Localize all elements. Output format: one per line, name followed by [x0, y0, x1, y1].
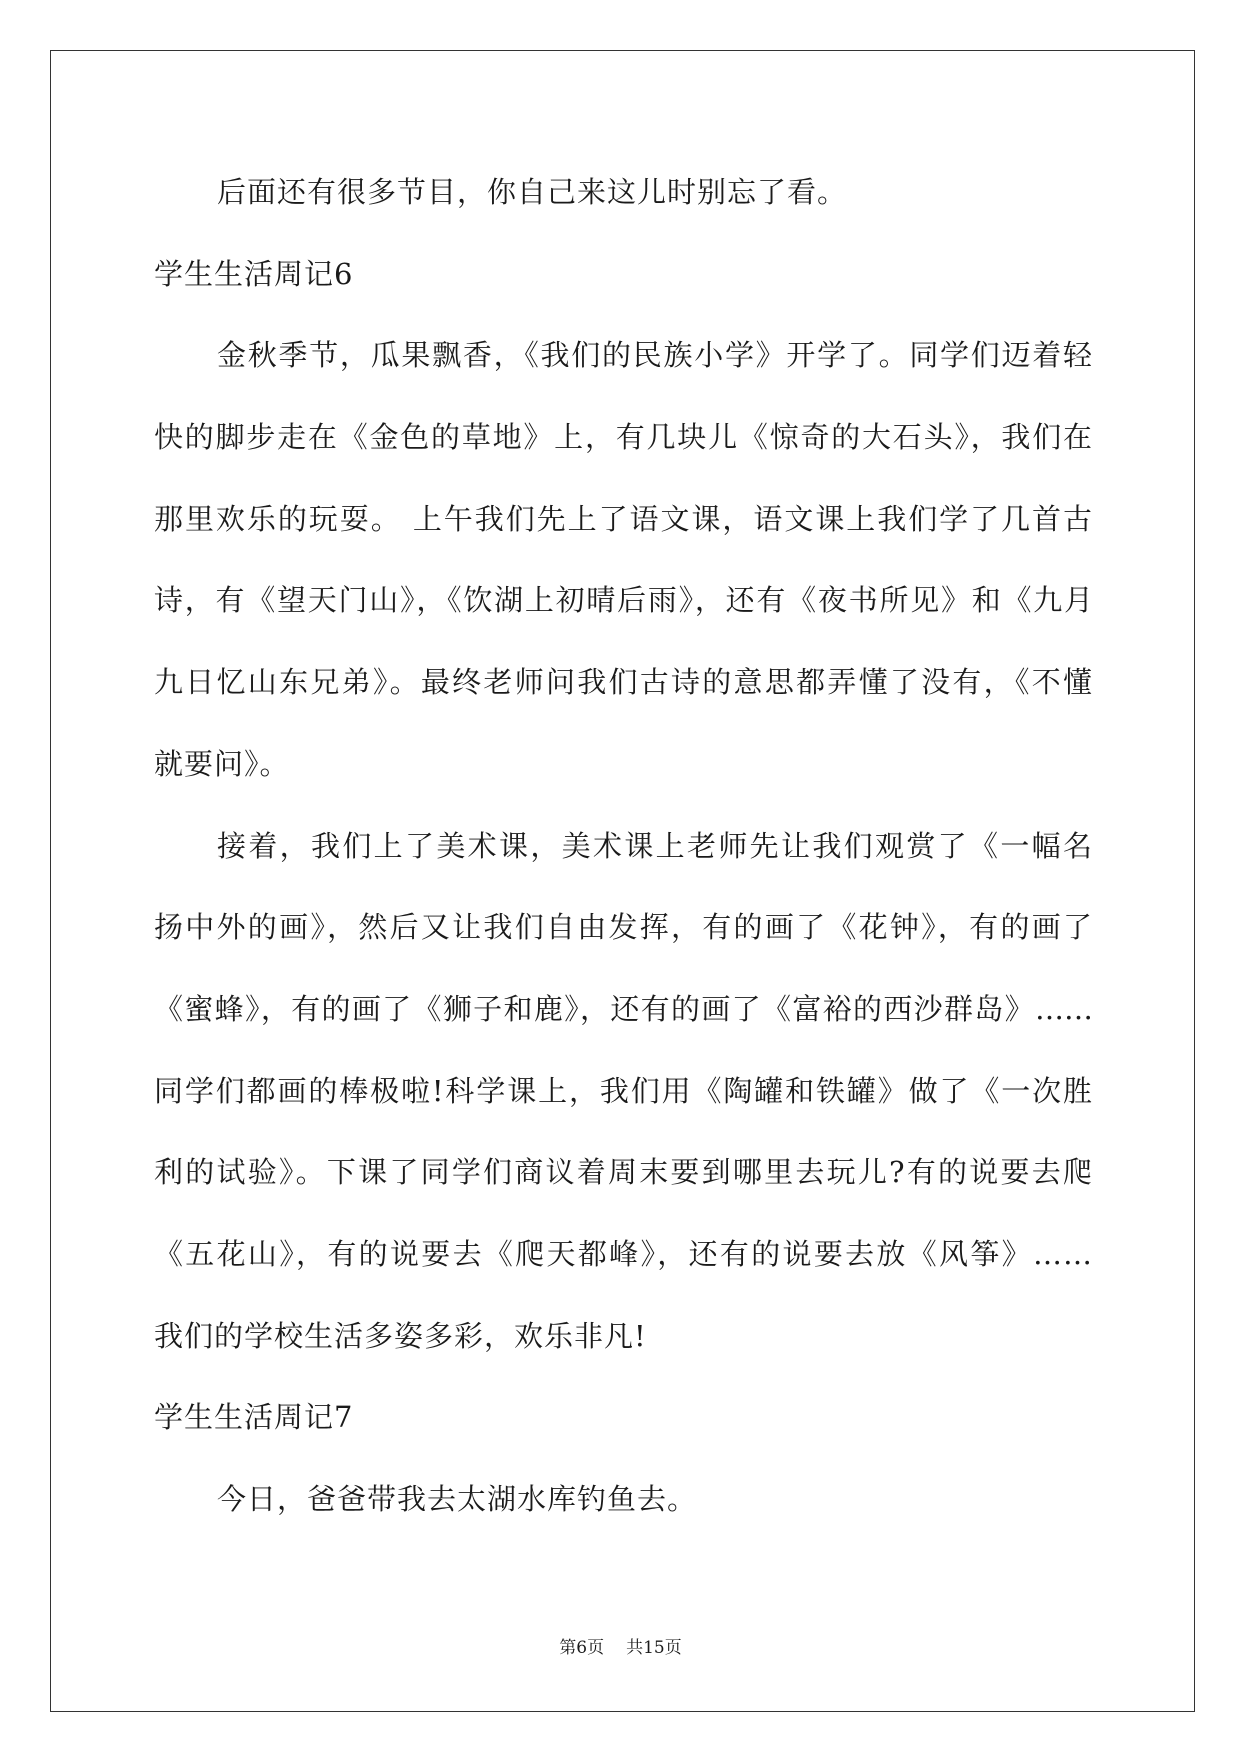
paragraph-line: 接着，我们上了美术课，美术课上老师先让我们观赏了《一幅名 — [217, 828, 1093, 863]
section-title: 学生生活周记7 — [154, 1400, 354, 1435]
paragraph-line: 那里欢乐的玩耍。 上午我们先上了语文课，语文课上我们学了几首古 — [154, 501, 1093, 536]
page-total: 共15页 — [626, 1638, 682, 1658]
paragraph — [154, 806, 1093, 1378]
document-body — [154, 152, 1093, 1541]
paragraph-line: 九日忆山东兄弟》。最终老师问我们古诗的意思都弄懂了没有，《不懂 — [154, 665, 1093, 700]
paragraph-line: 金秋季节，瓜果飘香，《我们的民族小学》开学了。同学们迈着轻 — [217, 338, 1093, 373]
paragraph-line: 我们的学校生活多姿多彩，欢乐非凡! — [154, 1318, 647, 1353]
page-number: 第6页 — [559, 1638, 605, 1658]
continued-paragraph — [154, 152, 1093, 234]
section-weekly-journal-6 — [154, 234, 1093, 1378]
paragraph-line: 《五花山》，有的说要去《爬天都峰》，还有的说要去放《风筝》…… — [154, 1236, 1093, 1271]
paragraph — [154, 315, 1093, 805]
paragraph-line: 《蜜蜂》，有的画了《狮子和鹿》，还有的画了《富裕的西沙群岛》…… — [154, 991, 1093, 1026]
paragraph-line: 今日，爸爸带我去太湖水库钓鱼去。 — [217, 1482, 698, 1516]
paragraph-line: 同学们都画的棒极啦!科学课上，我们用《陶罐和铁罐》做了《一次胜 — [154, 1073, 1093, 1108]
paragraph-line: 诗，有《望天门山》，《饮湖上初晴后雨》，还有《夜书所见》和《九月 — [154, 583, 1093, 618]
paragraph — [154, 1459, 1093, 1541]
paragraph-line: 快的脚步走在《金色的草地》上，有几块儿《惊奇的大石头》，我们在 — [154, 420, 1093, 455]
paragraph-line: 后面还有很多节目，你自己来这儿时别忘了看。 — [217, 175, 848, 209]
section-weekly-journal-7 — [154, 1377, 1093, 1540]
paragraph-line: 就要问》。 — [154, 746, 290, 781]
paragraph-line: 扬中外的画》，然后又让我们自由发挥，有的画了《花钟》，有的画了 — [154, 910, 1093, 945]
paragraph-line: 利的试验》。下课了同学们商议着周末要到哪里去玩儿?有的说要去爬 — [154, 1155, 1093, 1190]
section-title: 学生生活周记6 — [154, 256, 354, 291]
page-footer — [0, 1636, 1241, 1660]
